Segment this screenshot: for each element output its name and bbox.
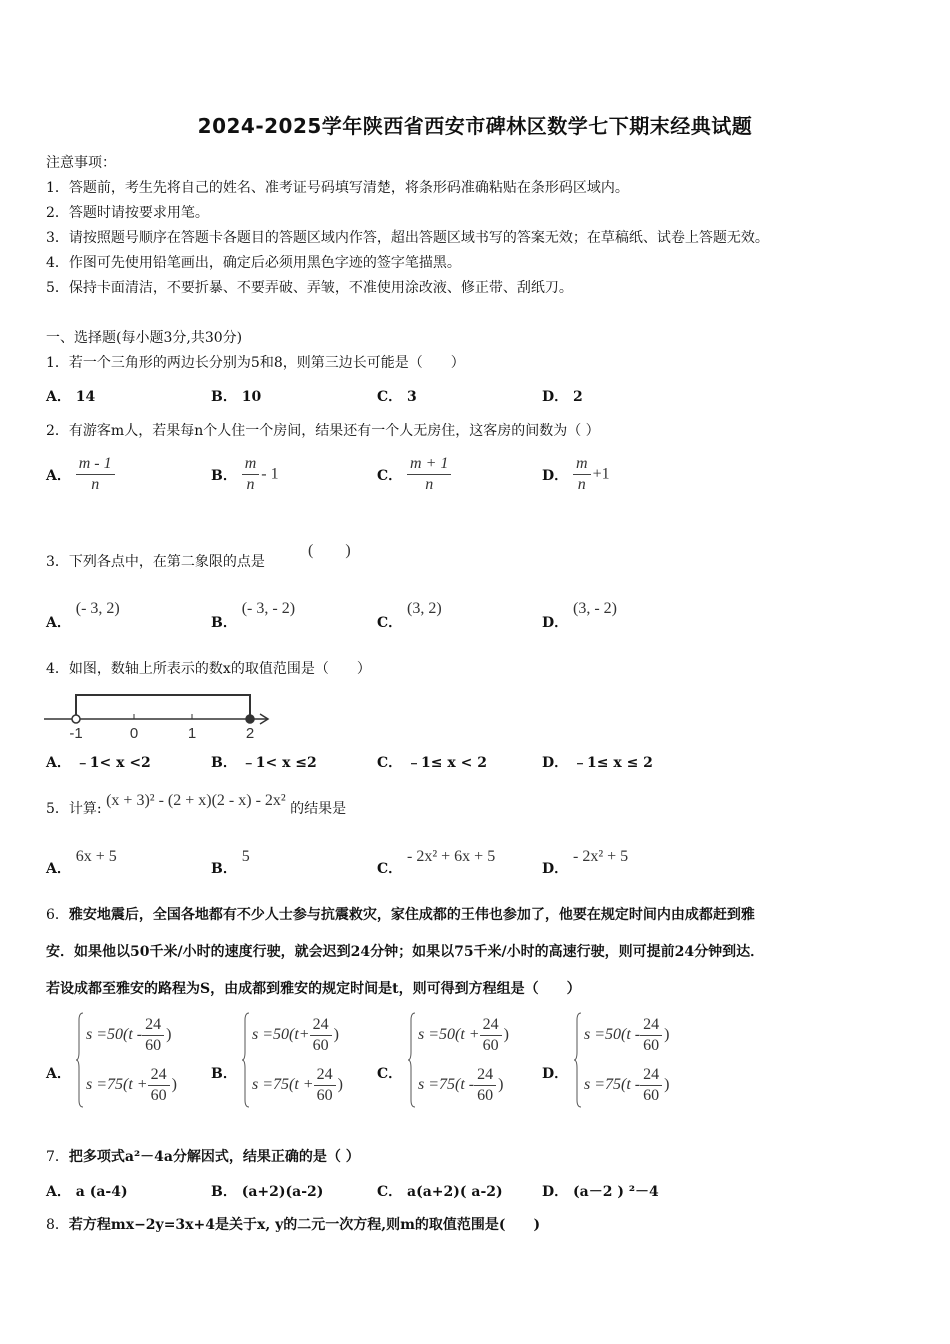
notice-item: 4．作图可先使用铅笔画出，确定后必须用黑色字迹的签字笔描黑。 bbox=[46, 255, 461, 271]
brace-icon bbox=[574, 1012, 582, 1108]
q4-option-b[interactable]: B． ﹣1< x ≤2 bbox=[211, 755, 317, 771]
notice-item: 1．答题前，考生先将自己的姓名、准考证号码填写清楚，将条形码准确粘贴在条形码区域内。 bbox=[46, 180, 629, 196]
number-line-figure bbox=[40, 685, 280, 745]
question-stem: 如图，数轴上所表示的数x的取值范围是（ ） bbox=[68, 661, 371, 677]
tick-label: 1 bbox=[187, 725, 197, 742]
q7-option-c[interactable]: C． a(a+2)( a-2) bbox=[377, 1184, 503, 1200]
question-4 bbox=[46, 658, 371, 678]
question-number: 1． bbox=[46, 355, 69, 371]
question-number: 4． bbox=[46, 661, 69, 677]
tick-label: 0 bbox=[129, 725, 139, 742]
q2-option-b[interactable]: B． $\frac{m}{n}$ - 1 bbox=[211, 455, 279, 493]
q2-option-d[interactable]: D． $\frac{m}{n}$ +1 bbox=[542, 455, 610, 493]
answer-paren: ( ) bbox=[308, 542, 351, 559]
question-stem-prefix: 计算: bbox=[68, 801, 102, 817]
question-stem: 把多项式a²－4a分解因式，结果正确的是（ ） bbox=[68, 1149, 360, 1165]
question-3 bbox=[46, 551, 265, 571]
notice-item: 5．保持卡面清洁，不要折暴、不要弄破、弄皱，不准使用涂改液、修正带、刮纸刀。 bbox=[46, 280, 573, 296]
q6-option-a-label[interactable]: A． bbox=[46, 1066, 71, 1082]
question-stem-line: 安．如果他以50千米/小时的速度行驶，就会迟到24分钟；如果以75千米/小时的高速行驶，则可提前24分钟到达． bbox=[46, 944, 765, 960]
q2-option-a[interactable]: A． $\frac{m - 1}{n}$ bbox=[46, 455, 117, 494]
q5-option-b[interactable]: B． 5 bbox=[211, 848, 250, 877]
q6-option-b-label[interactable]: B． bbox=[211, 1066, 237, 1082]
notice-item: 2．答题时请按要求用笔。 bbox=[46, 205, 209, 221]
question-7 bbox=[46, 1146, 360, 1166]
brace-icon bbox=[408, 1012, 416, 1108]
brace-icon bbox=[242, 1012, 250, 1108]
question-number: 3． bbox=[46, 554, 69, 570]
tick-label: 2 bbox=[245, 725, 255, 742]
q5-option-c[interactable]: C． - 2x² + 6x + 5 bbox=[377, 848, 496, 877]
q3-option-d[interactable]: D． (3, - 2) bbox=[542, 600, 617, 631]
q6-option-d-label[interactable]: D． bbox=[542, 1066, 569, 1082]
tick-label: -1 bbox=[69, 725, 83, 742]
question-stem: 若一个三角形的两边长分别为5和8，则第三边长可能是（ ） bbox=[68, 355, 465, 371]
notice-heading: 注意事项： bbox=[46, 155, 116, 171]
q7-option-d[interactable]: D． (a－2 ) ²－4 bbox=[542, 1184, 659, 1200]
q4-option-c[interactable]: C． ﹣1≤ x < 2 bbox=[377, 755, 487, 771]
question-stem: 有游客m人，若果每n个人住一个房间，结果还有一个人无房住，这客房的间数为（ ） bbox=[68, 423, 600, 439]
q3-option-a[interactable]: A． (- 3, 2) bbox=[46, 600, 120, 631]
q5-option-d[interactable]: D． - 2x² + 5 bbox=[542, 848, 629, 877]
question-stem: 下列各点中，在第二象限的点是 bbox=[68, 554, 265, 570]
brace-icon bbox=[76, 1012, 84, 1108]
open-endpoint bbox=[72, 715, 80, 723]
q6-option-d-system[interactable]: s =50(t - $\frac{24}{60}$ ) s =75(t - $\frac{24}{60}$ ) bbox=[574, 1012, 704, 1108]
q4-option-a[interactable]: A． ﹣1< x <2 bbox=[46, 755, 151, 771]
question-stem-suffix: 的结果是 bbox=[290, 801, 347, 817]
question-6 bbox=[46, 904, 755, 924]
question-number: 7． bbox=[46, 1149, 69, 1165]
q7-option-a[interactable]: A． a (a-4) bbox=[46, 1184, 128, 1200]
q1-option-d[interactable]: D． 2 bbox=[542, 389, 583, 405]
q5-option-a[interactable]: A． 6x + 5 bbox=[46, 848, 117, 877]
q3-option-b[interactable]: B． (- 3, - 2) bbox=[211, 600, 296, 631]
q7-option-b[interactable]: B． (a+2)(a-2) bbox=[211, 1184, 324, 1200]
question-number: 5． bbox=[46, 801, 69, 817]
question-2 bbox=[46, 420, 600, 440]
question-stem-line: 若设成都至雅安的路程为S，由成都到雅安的规定时间是t，则可得到方程组是（ ） bbox=[46, 981, 581, 997]
question-stem-line: 雅安地震后，全国各地都有不少人士参与抗震救灾，家住成都的王伟也参加了，他要在规定时间内由成都赶到雅 bbox=[68, 907, 755, 923]
question-number: 6． bbox=[46, 907, 69, 923]
notice-item: 3．请按照题号顺序在答题卡各题目的答题区域内作答，超出答题区域书写的答案无效；在草稿纸、试卷上答题无效。 bbox=[46, 230, 769, 246]
closed-endpoint bbox=[246, 715, 254, 723]
range-bracket bbox=[76, 695, 250, 719]
q6-option-b-system[interactable]: s =50(t+ $\frac{24}{60}$ ) s =75(t + $\frac{24}{60}$ ) bbox=[242, 1012, 372, 1108]
question-8 bbox=[46, 1214, 540, 1234]
expression: (x + 3)² - (2 + x)(2 - x) - 2x² bbox=[106, 792, 286, 809]
question-5 bbox=[46, 792, 347, 818]
section-heading: 一、选择题(每小题3分,共30分) bbox=[46, 330, 243, 346]
q6-option-a-system[interactable]: s =50(t - $\frac{24}{60}$ ) s =75(t + $\frac{24}{60}$ ) bbox=[76, 1012, 206, 1108]
q4-option-d[interactable]: D． ﹣1≤ x ≤ 2 bbox=[542, 755, 653, 771]
question-1 bbox=[46, 352, 465, 372]
q6-option-c-system[interactable]: s =50(t + $\frac{24}{60}$ ) s =75(t - $\frac{24}{60}$ ) bbox=[408, 1012, 538, 1108]
q6-option-c-label[interactable]: C． bbox=[377, 1066, 403, 1082]
q1-option-a[interactable]: A． 14 bbox=[46, 389, 96, 405]
q2-option-c[interactable]: C． $\frac{m + 1}{n}$ bbox=[377, 455, 453, 494]
q3-option-c[interactable]: C． (3, 2) bbox=[377, 600, 442, 631]
question-number: 2． bbox=[46, 423, 69, 439]
question-number: 8． bbox=[46, 1217, 69, 1233]
page-title: 2024-2025学年陕西省西安市碑林区数学七下期末经典试题 bbox=[197, 114, 753, 138]
q1-option-b[interactable]: B． 10 bbox=[211, 389, 262, 405]
q1-option-c[interactable]: C． 3 bbox=[377, 389, 417, 405]
question-stem: 若方程mx−2y=3x+4是关于x, y的二元一次方程,则m的取值范围是( ) bbox=[68, 1217, 541, 1233]
